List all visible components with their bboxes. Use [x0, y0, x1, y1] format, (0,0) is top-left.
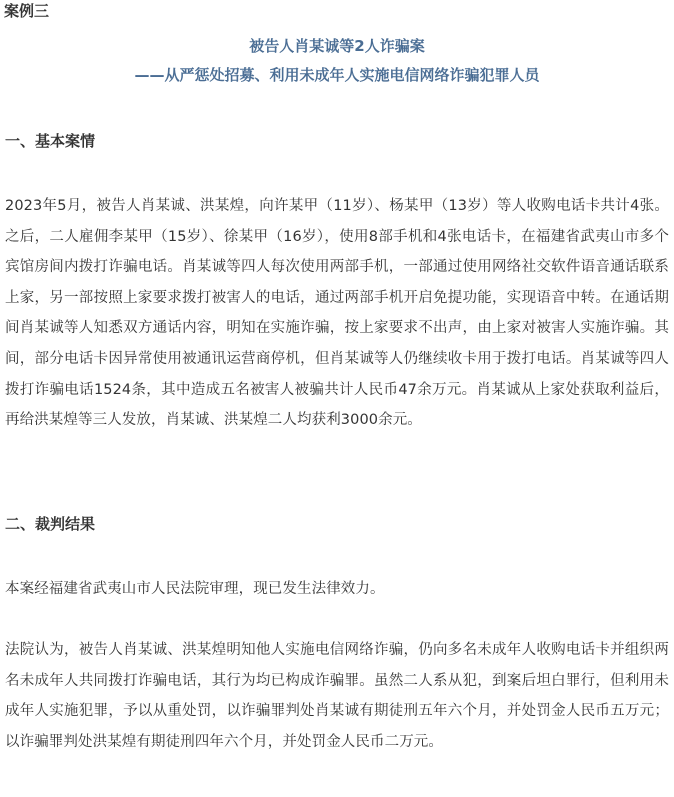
verdict-paragraph-1: 本案经福建省武夷山市人民法院审理，现已发生法律效力。 [5, 581, 385, 597]
case-title: 被告人肖某诚等2人诈骗案 [249, 37, 425, 55]
verdict-paragraph-2: 法院认为，被告人肖某诚、洪某煌明知他人实施电信网络诈骗，仍向多名未成年人收购电话卡并组织两名未成年人共同拨打诈骗电话，其行为均已构成诈骗罪。虽然二人系从犯，到案后坦白罪行，但利用未成年人实施犯罪，予以从重处罚，以诈骗罪判处肖某诚有期徒刑五年六个月，并处罚金人民币五万元；以诈骗罪判处洪某煌有期徒刑四年六个月，并处罚金人民币二万元。 [5, 642, 669, 750]
section-heading-facts: 一、基本案情 [5, 132, 96, 150]
case-subtitle: ——从严惩处招募、利用未成年人实施电信网络诈骗犯罪人员 [134, 66, 540, 84]
facts-paragraph: 2023年5月，被告人肖某诚、洪某煌，向许某甲（11岁）、杨某甲（13岁）等人收购电话卡共计4张。之后，二人雇佣李某甲（15岁）、徐某甲（16岁），使用8部手机和4张电话卡，在福建省武夷山市多个宾馆房间内拨打诈骗电话。肖某诚等四人每次使用两部手机，一部通过使用网络社交软件语音通话联系上家，另一部按照上家要求拨打被害人的电话，通过两部手机开启免提功能，实现语音中转。在通话期间肖某诚等人知悉双方通话内容，明知在实施诈骗，按上家要求不出声，由上家对被害人实施诈骗。其间，部分电话卡因异常使用被通讯运营商停机，但肖某诚等人仍继续收卡用于拨打电话。肖某诚等四人拨打诈骗电话1524条，其中造成五名被害人被骗共计人民币47余万元。肖某诚从上家处获取利益后，再给洪某煌等三人发放，肖某诚、洪某煌二人均获利3000余元。 [5, 198, 669, 429]
case-label: 案例三 [4, 2, 50, 20]
section-heading-verdict: 二、裁判结果 [5, 515, 96, 533]
